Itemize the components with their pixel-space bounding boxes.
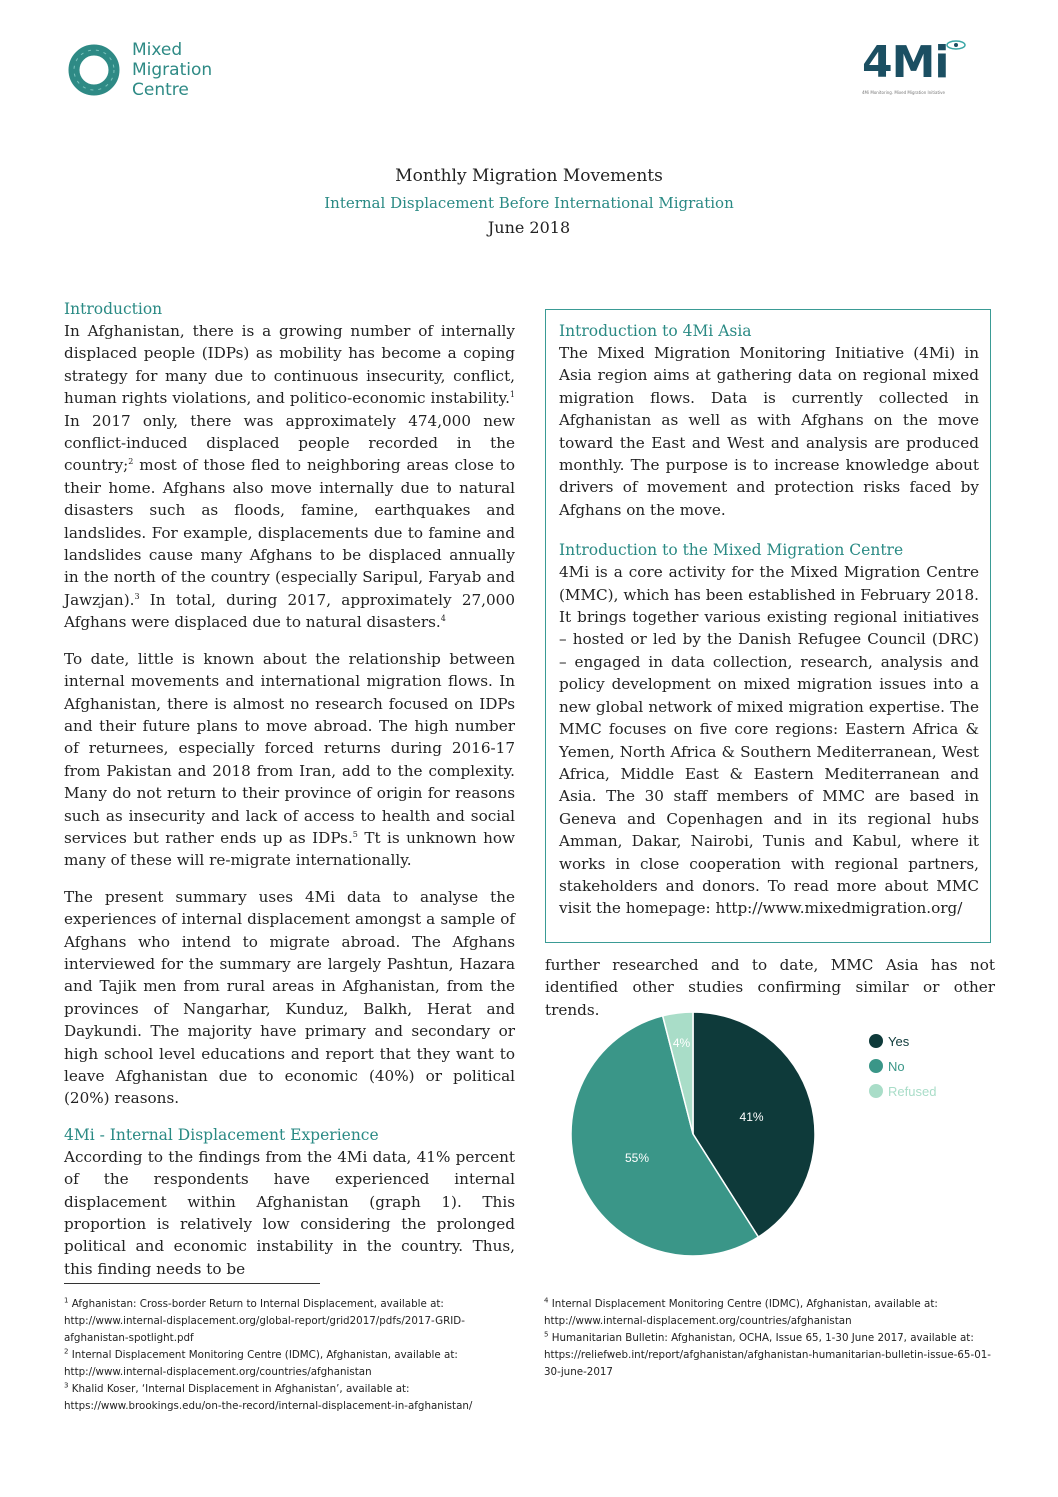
pie-data-label: 55% (625, 1151, 650, 1166)
intro-paragraph-3: The present summary uses 4Mi data to analyse the experiences of internal displacement amongst a sample of Afghans who intend to migrate abroad. The Afghans interviewed for the summary are largely Pashtun, Hazara and Tajik men from rural areas in Afghanistan, from the provinces of Nangarhar, Kunduz, Balkh, Herat and Daykundi. The majority have primary and secondary or high school level educations and report that they want to leave Afghanistan due to economic (40%) or political (20%) reasons. (64, 887, 515, 1108)
intro-paragraph-2: To date, little is known about the relationship between internal movements and international migration flows. In Afghanistan, there is almost no research focused on IDPs and their future plans to move abroad. The high number of returnees, especially forced returns during 2016-17 from Pakistan and 2018 from Iran, add to the complexity. Many do not return to their province of origin for reasons such as insecurity and lack of access to health and social services but rather ends up as IDPs.$^5$ Tt is unknown how many of these will re-migrate internationally. (64, 649, 515, 870)
pie-chart-svg (560, 1010, 980, 1280)
legend-marker (869, 1059, 883, 1073)
footnotes-left (64, 1296, 524, 1415)
page-subtitle: Internal Displacement Before International Migration (324, 194, 734, 212)
footnote-3: $^3$ Khalid Koser, ‘Internal Displacement in Afghanistan’, available at: https://www.brookings.edu/on-the-record/internal-displacement-in-afghanistan/ (64, 1381, 473, 1412)
footnotes-right (544, 1296, 1004, 1381)
footnote-ref[interactable]: 1 (509, 390, 515, 400)
footnote-rule (64, 1283, 320, 1284)
footnote-1: $^1$ Afghanistan: Cross-border Return to Internal Displacement, available at: http://www.internal-displacement.org/global-report/grid2017/pdfs/2017-GRID-afghanistan-spotlight.pdf (64, 1296, 465, 1344)
footnote-5: $^5$ Humanitarian Bulletin: Afghanistan, OCHA, Issue 65, 1-30 June 2017, available at: https://reliefweb.int/report/afghanistan/afghanistan-humanitarian-bulletin-issue-65-01-30-june-2017 (544, 1330, 992, 1378)
page-title: Monthly Migration Movements (395, 166, 663, 186)
fourmi-logo (862, 38, 972, 104)
asia-paragraph: The Mixed Migration Monitoring Initiative (4Mi) in Asia region aims at gathering data on regional mixed migration flows. Data is currently collected in Afghanistan as well as with Afghans on the move toward the East and West and analysis are produced monthly. The purpose is to increase knowledge about drivers of movement and protection risks faced by Afghans on the move. (559, 344, 979, 519)
left-column (64, 298, 515, 1294)
legend-label: Refused (888, 1084, 937, 1099)
asia-heading: Introduction to 4Mi Asia (559, 322, 752, 340)
experience-heading: 4Mi - Internal Displacement Experience (64, 1125, 379, 1144)
page-date: June 2018 (487, 218, 571, 237)
footnote-ref[interactable]: 2 (128, 457, 134, 467)
intro-paragraph-1: In Afghanistan, there is a growing number of internally displaced people (IDPs) as mobility has become a coping strategy for many due to continuous insecurity, conflict, human rights violations, and politico-economic instability.$^1$ In 2017 only, there was approximately 474,000 new conflict-induced displaced people recorded in the country;$^2$ most of those fled to neighboring areas close to their home. Afghans also move internally due to natural disasters such as floods, famine, earthquakes and landslides. For example, displacements due to famine and landslides cause many Afghans to be displaced annually in the north of the country (especially Saripul, Faryab and Jawzjan).$^3$ In total, during 2017, approximately 27,000 Afghans were displaced due to natural disasters.$^4$ (64, 322, 515, 632)
pie-data-label: 4% (672, 1036, 691, 1051)
mmc-logo-text: Mixed Migration Centre (132, 40, 213, 100)
footnote-ref[interactable]: 5 (352, 829, 358, 839)
legend-label: No (888, 1059, 905, 1074)
legend-label: Yes (888, 1034, 910, 1049)
pie-data-label: 41% (739, 1109, 764, 1124)
mmc-paragraph: 4Mi is a core activity for the Mixed Migration Centre (MMC), which has been established in February 2018. It brings together various existing regional initiatives – hosted or led by the Danish Refugee Council (DRC) – engaged in data collection, research, analysis and policy development on mixed migration issues into a new global network of mixed migration expertise. The MMC focuses on five core regions: Eastern Africa & Yemen, North Africa & Southern Mediterranean, West Africa, Middle East & Eastern Mediterranean and Asia. The 30 staff members of MMC are based in Geneva and Copenhagen and in its regional hubs Amman, Dakar, Nairobi, Tunis and Kabul, where it works in close cooperation with regional partners, stakeholders and donors. To read more about MMC visit the homepage: http://www.mixedmigration.org/ (559, 563, 979, 918)
mmc-logo (66, 40, 236, 104)
continuation-paragraph: further researched and to date, MMC Asia has not identified other studies confirming similar or other trends. (545, 956, 995, 1019)
experience-paragraph: According to the findings from the 4Mi data, 41% percent of the respondents have experienced internal displacement within Afghanistan (graph 1). This proportion is relatively low considering the prolonged political and economic instability in the country. Thus, this finding needs to be (64, 1147, 515, 1278)
fourmi-tagline: 4Mi Monitoring. Mixed Migration Initiative (862, 90, 945, 95)
pie-chart (560, 1010, 980, 1280)
info-box-content (559, 320, 979, 934)
legend-marker (869, 1084, 883, 1098)
mmc-ring-icon (66, 42, 122, 98)
footnote-ref[interactable]: 3 (134, 591, 140, 601)
footnote-2: $^2$ Internal Displacement Monitoring Centre (IDMC), Afghanistan, available at: http://www.internal-displacement.org/countries/afghanistan (64, 1347, 458, 1378)
fourmi-logo-mark: 4Mi (862, 37, 949, 88)
intro-heading: Introduction (64, 300, 163, 318)
mmc-heading: Introduction to the Mixed Migration Centre (559, 541, 904, 560)
eye-icon (946, 40, 966, 50)
footnote-ref[interactable]: 4 (440, 614, 446, 624)
legend-marker (869, 1034, 883, 1048)
footnote-4: $^4$ Internal Displacement Monitoring Centre (IDMC), Afghanistan, available at: http://www.internal-displacement.org/countries/afghanistan (544, 1296, 938, 1327)
